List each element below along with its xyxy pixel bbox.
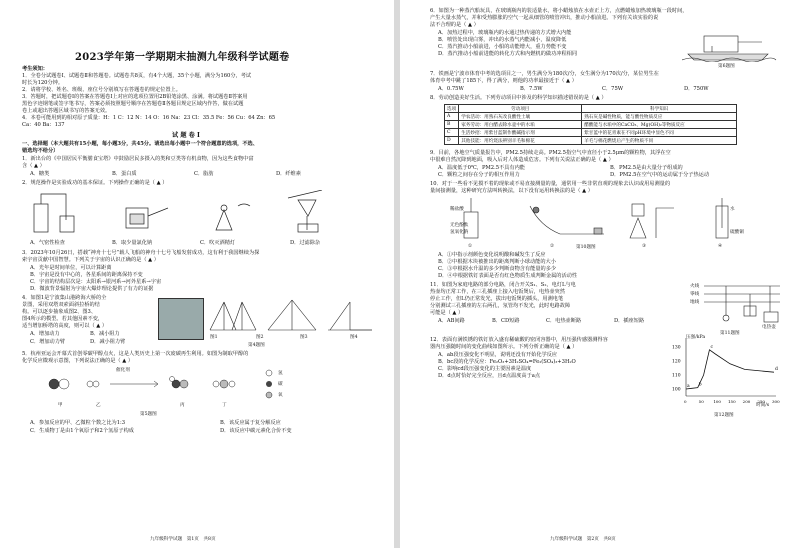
exam-title: 2023学年第一学期期末抽测九年级科学试题卷	[75, 52, 290, 63]
circuit-figure	[690, 282, 782, 326]
question-12: 器内压强随时间的变化曲线如图所示。下列分析正确的是（ ▲ ）	[430, 344, 578, 350]
table-cell: 醋酸能与水垢中的CaCO₃、Mg(OH)₂等物质反应	[582, 121, 737, 129]
notice-line: 3．答题时，把试题卷Ⅰ的答案在答题卷Ⅰ上对应的选项位置用2B铅笔涂黑、涂满。将试题卷Ⅱ答案用	[22, 94, 248, 100]
option: B．减小阻力	[90, 331, 120, 337]
circuit-label: 火线	[690, 284, 700, 289]
option: D．插座短路	[614, 318, 645, 324]
molecule-label: 乙	[96, 403, 101, 408]
steam-boat-figure	[682, 28, 777, 62]
table-header: 科学知识	[582, 105, 737, 113]
option: D．微波背景辐射为宇宙大爆炸理论提供了有力的证据	[30, 286, 154, 292]
question-10: 10．对于一些看不见摸不着的现象或不易直接测量的量，通常用一些非常直观的现象去认识或用易测量的	[430, 181, 671, 187]
figure-caption: 第4题图	[248, 343, 265, 348]
x-tick-label: 50	[698, 399, 704, 404]
apparatus-label: 水	[730, 207, 735, 212]
question-4: 适当增加桥塔的高度，则可以（ ▲ ）	[22, 323, 108, 329]
table-cell: A	[445, 113, 459, 121]
table-row	[445, 121, 737, 129]
point-label: b	[698, 382, 702, 388]
option: B．PM2.5是由大量分子组成的	[610, 165, 683, 171]
y-tick-label: 100	[672, 387, 681, 393]
option: C．影响cd段压强变化的主要因素是温度	[438, 366, 532, 372]
table-cell: 羊毛与棉花燃烧后产生的物质不同	[582, 137, 737, 145]
question-8: 8．劳动创造美好生活。下列劳动项目中涉及的科学知识描述错误的是（ ▲ ）	[430, 95, 607, 101]
option: B．CD短路	[492, 318, 520, 324]
option: C．生成物丁是由1个氧原子和2个氢原子构成	[30, 428, 134, 434]
notice-line: Ca：40 Ba：137	[22, 122, 65, 128]
question-11: 可能是（ ▲ ）	[430, 310, 464, 316]
figure-caption: 第10题图	[576, 245, 596, 250]
question-9: 9．目前，各地空气质量报告中，PM2.5持续走高。PM2.5指空气中直径小于2.5μm的颗粒物，其浮在空	[430, 150, 671, 156]
option: A．糖类	[30, 171, 50, 177]
question-3: 3．2023年10月26日，搭载“神舟十七号”载人飞船的神舟十七号飞船发射成功，这有利于我国继续为探	[22, 250, 260, 256]
figure-number: ①	[468, 244, 473, 249]
question-2: 2．规范操作是实验成功的基本保证。下列操作正确的是（ ▲ ）	[22, 180, 168, 186]
x-tick-label: 150	[728, 399, 736, 404]
option: A．参加反应的甲、乙微粒个数之比为1:3	[30, 420, 126, 426]
option: C．75W	[602, 86, 624, 92]
figure-label: 图3	[300, 335, 308, 340]
option: A．温度低于0℃，PM2.5不具有内能	[438, 165, 525, 171]
option: D．④中根据铁钉表面是否有红色物质生成判断金属的活动性	[438, 273, 578, 279]
question-10: 量间接测量，这种研究方法叫转换法，以下没有运用转换法的是（ ▲ ）	[430, 188, 593, 194]
page-footer: 九年级科学试题 第2页 共8页	[550, 537, 616, 542]
notice-heading: 考生须知：	[22, 66, 48, 72]
table-cell: B	[445, 121, 459, 129]
table-header-row	[445, 105, 737, 113]
question-4: 4．如图1是宁波集山港跨海大桥的全	[22, 295, 107, 301]
point-label: d	[775, 367, 778, 373]
table-row	[445, 113, 737, 121]
x-tick-label: 300	[772, 399, 780, 404]
table-cell: C	[445, 129, 459, 137]
table-header: 选项	[445, 105, 459, 113]
molecule-label: 甲	[58, 403, 63, 408]
table-cell: 熟石灰是碱性物质，能与酸性物质反应	[582, 113, 737, 121]
question-7: 体育中考中跳了185下，得了满分，则他的功率最接近于（ ▲ ）	[430, 78, 577, 84]
question-4: 图4所示的模型。若其他因素不变，	[22, 316, 104, 322]
option: D．纤维素	[276, 171, 301, 177]
axis-label: 时间/s	[756, 403, 770, 408]
question-9: 中很难自然沉降到地面，吸入后对人体造成危害。下列有关说法正确的是（ ▲ ）	[430, 157, 614, 163]
circuit-label: 零线	[690, 292, 700, 297]
option: D．750W	[684, 86, 709, 92]
option: D．蒸汽推动小船前进能的转化方式和内燃机的做功冲程相同	[438, 51, 578, 57]
page-1	[0, 0, 394, 548]
question-3: 索宇宙贡献中国智慧。下列关于宇宙的认识正确的是（ ▲ ）	[22, 257, 159, 263]
section-title: 试 题 卷 Ⅰ	[172, 132, 200, 139]
option: B．该反应属于复分解反应	[220, 420, 281, 426]
question-5: 5．杭州亚运会开幕式首创零碳甲醇点火，这是人类历史上第一次废碳再生利用。如图为制取甲醇的	[22, 351, 249, 357]
notice-line: 卷上或超出答题区域书写的答案无效。	[22, 108, 111, 114]
option: A．光年是时间单位，可以计算距离	[30, 265, 112, 271]
notice-line: 4．本卷可能用到的相对原子质量：H：1 C：12 N：14 O：16 Na：23 Cl：35.5 Fe：56 Cu：64 Zn：65	[22, 115, 276, 121]
table-cell: 其他技能：用灼烧法辨别羊毛和棉花	[459, 137, 582, 145]
figure-label: 图2	[256, 335, 264, 340]
legend-label: 氧	[278, 393, 283, 398]
table-row	[445, 137, 737, 145]
question-4: 景图，采用双塔双索面斜拉桥的结	[22, 302, 100, 308]
option: C．吹灭酒精灯	[200, 240, 236, 246]
figure-number: ④	[718, 244, 723, 249]
x-tick-label: 200	[742, 399, 751, 404]
apparatus-label: 硫酸铜	[730, 230, 744, 235]
question-11: 11．如图为家庭电路的部分电路，闭合开关S₁、S₂，电灯L与电	[430, 282, 576, 288]
option: A．加热过程中，玻璃瓶内的水通过热传递的方式增大内能	[438, 30, 572, 36]
notice-line: 时长为120分钟。	[22, 80, 64, 86]
section-intro: 错选均不给分）	[22, 148, 59, 154]
option: D．PM2.5在空气中的运动属于分子热运动	[610, 172, 710, 178]
option: A．ab段压强变化不明显，说明还没有开始化学反应	[438, 352, 558, 358]
option: A．气密性检查	[30, 240, 65, 246]
section-intro: 一、选择题（本大题共有15小题，每小题3分，共45分。请选出每小题中一个符合题意的选项，不选、	[22, 141, 258, 147]
option: B．喷管处出现白雾，冲出的水蒸气内能减小，温度降低	[438, 37, 567, 43]
option: B．宇宙是没有中心的，各星系间的距离保持不变	[30, 272, 143, 278]
pressure-time-chart	[670, 334, 780, 410]
molecule-label: 丙	[180, 403, 185, 408]
figure-caption: 第11题图	[720, 331, 740, 336]
option: A．0.75W	[438, 86, 464, 92]
apparatus-label: 无色酚酞	[450, 223, 469, 228]
table-header: 劳动项目	[459, 105, 582, 113]
bridge-photo	[158, 298, 204, 340]
y-tick-label: 130	[672, 345, 681, 351]
q8-table	[444, 104, 737, 145]
option: D．过滤除杂	[290, 240, 321, 246]
table-cell: 生活妙招：用紫甘蓝制作酸碱指示剂	[459, 129, 582, 137]
option: C．电热壶断路	[546, 318, 582, 324]
option: B．7.5W	[520, 86, 543, 92]
figure-caption: 第12题图	[714, 413, 734, 418]
option: D．减小阻力臂	[90, 339, 126, 345]
option: D．d点时恰好完全反应，且d点温度高于a点	[438, 373, 541, 379]
option: B．蛋白质	[112, 171, 137, 177]
legend-label: 碳	[278, 382, 283, 387]
option: B．bc段的化学反应：Fe₂O₃+3H₂SO₄=Fe₂(SO₄)₃+3H₂O	[438, 359, 576, 365]
page-2	[400, 0, 794, 548]
question-5: 化学反应微观示意图，下列说法正确的是（ ▲ ）	[22, 358, 134, 364]
axis-label: 压强/kPa	[686, 335, 706, 340]
apparatus-label: 氢氧化钠	[450, 230, 469, 235]
option: C．颗粒之间存在分子的相互作用力	[438, 172, 520, 178]
question-7: 7．铁画是宁波市体育中考的选项目之一，男生满分为180次/分，女生满分为170次/分，某位男生在	[430, 71, 659, 77]
question-6: 6．如图为一种蒸汽船玩具，在玻璃瓶内的装适量水，将小蜡烛放在水壶正上方，点燃蜡烛加热玻璃瓶一段时间，	[430, 8, 688, 14]
notice-line: 黑色字迹钢笔或签字笔书写，答案必须按照题号顺序在答题卷Ⅱ各题目规定区域内作答，做在试题	[22, 101, 244, 107]
table-cell: 家务劳动：用白醋去除水壶中的水垢	[459, 121, 582, 129]
question-6: 产生大量水蒸气，并和受热膨胀的空气一起从细管的喷管冲出，推动小船前进。下列有关该实验的说	[430, 15, 659, 21]
option: A．增加动力	[30, 331, 60, 337]
question-6: 法不合理的是（ ▲ ）	[430, 22, 479, 28]
legend-label: 氢	[278, 371, 283, 376]
apparatus-label: 稀盐酸	[450, 207, 464, 212]
table-row	[445, 129, 737, 137]
option: C．增加动力臂	[30, 339, 66, 345]
option: A．AB间路	[438, 318, 465, 324]
question-1: 含（ ▲ ）	[22, 163, 45, 169]
table-cell: 紫甘蓝中的花青素在不同pH环境中显色不同	[582, 129, 737, 137]
option: C．脂肪	[194, 171, 214, 177]
question-11: 热壶均正常工作，在三孔插座上接入电饭煲后，电热壶突然	[430, 289, 565, 295]
y-tick-label: 120	[672, 359, 681, 365]
y-tick-label: 110	[672, 373, 681, 379]
question-1: 1．新出台的《中国居民平衡膳食宝塔》中鼓励居民多摄入的类和豆类等有机食物，因为这些食物中富	[22, 156, 254, 162]
circuit-label: 电热壶	[762, 325, 776, 330]
option: C．蒸汽推动小船前进，小船的动能增大，重力势能不变	[438, 44, 567, 50]
q2-apparatus-figure	[26, 190, 376, 238]
option: D．该反应中碳元素化合价不变	[220, 428, 292, 434]
table-cell: 学农活动：用熟石灰改良酸性土壤	[459, 113, 582, 121]
atom-legend-icons	[265, 368, 275, 402]
reaction-diagram	[40, 368, 260, 406]
x-tick-label: 250	[757, 399, 765, 404]
page-footer: 九年级科学试题 第1页 共8页	[150, 537, 216, 542]
figure-number: ②	[550, 244, 555, 249]
option: C．宇宙的结构层次是：太阳系→银河系→河外星系→宇宙	[30, 279, 162, 285]
option: B．②中根据木块被推出的距离判断小球动能的大小	[438, 259, 556, 265]
figure-caption: 第5题图	[140, 412, 157, 417]
point-label: a	[687, 384, 690, 389]
catalyst-label: 催化剂	[116, 368, 130, 373]
question-11: 分别测试三孔插座的左右两孔，氖管均不发光，此时电路故障	[430, 303, 571, 309]
molecule-label: 丁	[222, 403, 227, 408]
figure-label: 图1	[210, 335, 218, 340]
question-11: 停止工作，但L仍正常发光，拔出电饭煲的插头，用测电笔	[430, 296, 564, 302]
option: B．取少量氯化钠	[112, 240, 153, 246]
x-tick-label: 0	[684, 399, 687, 404]
figure-caption: 第6题图	[718, 64, 735, 69]
option: A．①中指示剂颜色变化说明酸和碱发生了反应	[438, 252, 546, 258]
circuit-label: 地线	[690, 300, 700, 305]
q10-experiment-figures	[444, 198, 764, 242]
notice-line: 2．请将学校、姓名、班级、座位号分别填写在答题卷的规定位置上。	[22, 87, 181, 93]
question-12: 12．表面有满铁锈的铁钉放入盛有稀硫酸的密闭容器中，用压强传感器测得容	[430, 337, 608, 343]
question-4: 构。可以逐步抽象成图2、图3、	[22, 309, 97, 315]
figure-number: ③	[642, 244, 647, 249]
table-cell: D	[445, 137, 459, 145]
option: C．③中根据水升温的多少判断食物含有能量的多少	[438, 266, 557, 272]
x-tick-label: 100	[713, 399, 721, 404]
figure-label: 图4	[350, 335, 358, 340]
notice-line: 1．全卷分试题卷Ⅰ、试题卷Ⅱ和答题卷。试题卷共8页，有4个大题，35个小题，满分为160分，考试	[22, 73, 252, 79]
point-label: c	[710, 344, 713, 350]
